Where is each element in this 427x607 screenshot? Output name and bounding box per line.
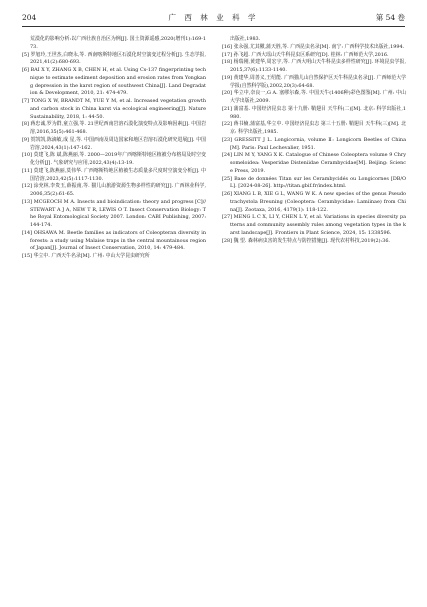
reference-entry: [23] GRESSITT J L. Longicornia, volume Ⅱ: Longicorn Beetles of China[M]. Paris: Paul Lechevalier, 1951. xyxy=(222,136,406,151)
reference-entry: [26] XIANG L B, XIE G L, WANG W K. A new species of the genus Pseudotrachystola Breuning (Coleoptera: Cerambycidae: Lamiinae) from China[J]. Zootaxa, 2016, 4179(1): 118-122. xyxy=(222,191,406,213)
reference-entry: [21] 蒲富基. 中国经济昆虫志 第十九册: 鞘翅目 天牛科(二)[M]. 北京: 科学出版社,1980. xyxy=(222,105,406,120)
reference-entry: [16] 张永强,尤其儆,蒲天胜,等. 广西昆虫名录[M]. 南宁: 广西科学技术出版社,1994. xyxy=(222,43,405,50)
reference-entry: [12] 涂充林,李贵玉,薛振南,等. 猫儿山旅游资源生物多样性的研究[J]. 广西林业科学,2006,35(2):61-65. xyxy=(22,183,206,197)
reference-entry: [18] 杨瑞刚,黄建华,周宏宇,等. 广西大明山天牛科昆虫多样性研究[J]. 环境昆虫学报,2015,37(6):1133-1140. xyxy=(222,59,406,73)
reference-entry: 荒漠化的影响分析:以广西壮族自治区为例[J]. 国土资源遥感,2020(增刊1):169-173. xyxy=(30,36,206,50)
reference-entry: 出版社,1983. xyxy=(230,36,261,42)
reference-entry: [15] 华立中. 广西天牛名录[M]. 广州: 中山大学昆虫研究所 xyxy=(22,253,150,259)
reference-entry: [22] 蒋书楠,蒲富基,华立中. 中国经济昆虫志 第三十五册: 鞘翅目 天牛科(三)[M]. 北京: 科学出版社,1985. xyxy=(222,121,406,135)
reference-entry: [8] 蒋忠诚,罗为群,童立强,等. 21世纪西南岩溶石漠化演变特点及影响因素[J]. 中国岩溶,2016,35(5):461-468. xyxy=(22,121,206,135)
reference-entry: [5] 罗旭玲,王世杰,白晓永,等. 西南喀斯特地区石漠化时空演变过程分析[J]. 生态学报,2021,41(2):680-693. xyxy=(22,51,206,66)
reference-entry: [24] LIN M Y, YANG X K. Catalogue of Chinese Coleoptera volume 9 Chrysomeloidea: Vesperidae Disteniidae Cerambycidae[M]. Beijing: Science Press, 2019. xyxy=(222,152,406,174)
reference-entry: [25] Base de données Titan sur les Cerambycidés ou Longicornes [DB/OL]. [2024-08-26]. http://titan.gbif.fr/index.html. xyxy=(222,175,406,190)
references-right-column xyxy=(222,36,406,245)
journal-title: 广 西 林 业 科 学 xyxy=(168,13,259,22)
reference-entry: [9] 贺凯凯,陈滴敏,成 星,等. 中国西南及周边国家和地区岩溶石漠化研究进展[J]. 中国岩溶,2024,43(1):147-162. xyxy=(22,136,206,151)
reference-entry: [7] TONG X W, BRANDT M, YUE Y M, et al. Increased vegetation growth and carbon stock in China karst via ecological engineering[J]. Nature Sustainability, 2018, 1: 44-50. xyxy=(22,98,206,120)
reference-entry: [19] 黄建华,周善义,王绍能. 广西猫儿山自然保护区天牛科昆虫名录[J]. 广西师范大学学报(自然科学版),2002,20(3):64-68. xyxy=(222,74,406,89)
reference-entry: [27] MENG L C X, LI Y, CHEN L Y, et al. Variations in species diversity patterns and community assembly rules among vegetation types in the karst landscape[J]. Frontiers in Plant Science, 2024, 15: 1338596. xyxy=(222,214,406,236)
page-number: 204 xyxy=(22,13,37,22)
reference-entry: [20] 华立中,奈良一,G A. 塞缪尔森,等. 中国天牛(1406种)彩色图鉴[M]. 广州: 中山大学出版社,2009. xyxy=(222,90,406,104)
reference-entry: [11] 莫建飞,陈燕丽,莫伟华. 广西喀斯特地区植被生态质量多尺度时空演变分析[J]. 中国岩溶,2023,42(5):1117-1130. xyxy=(22,167,206,182)
reference-entry: [10] 莫建飞,陈 斌,陈燕丽,等. 2000—2019年广西喀斯特地区植被分布格局及时空变化分析[J]. 气象研究与应用,2022,43(4):13-19. xyxy=(22,152,206,166)
reference-entry: [14] OHSAWA M. Beetle families as indicators of Coleopteran diversity in forests: a study using Malaise traps in the central mountainous region of Japan[J]. Journal of Insect Conservation, 2010, 14: 479-484. xyxy=(22,229,206,252)
page-header xyxy=(22,10,405,27)
reference-entry: [28] 魏 望. 森林病虫害的发生特点与防控措施[J]. 现代农村科技,2019(2):36. xyxy=(222,237,390,244)
references-left-column xyxy=(22,36,206,261)
volume-label: 第 54 卷 xyxy=(375,13,405,22)
reference-entry: [17] 孙飞超. 广西大瑶山天牛科昆虫区系研究[D]. 桂林: 广西师范大学,2016. xyxy=(222,51,389,58)
reference-entry: [13] MCGEOCH M A. Insects and bioindication: theory and progress [C]// STEWART A J A, NEW T R, LEWIS O T. Insect Conservation Biology: The Royal Entomological Society 2007. London: CABI Publishing, 2007: 144-174. xyxy=(22,198,206,228)
reference-entry: [6] BAI X Y, ZHANG X B, CHEN H, et al. Using Cs-137 fingerprinting technique to estimate sediment deposition and erosion rates from Yongkang depression in the karst region of southwest China[J]. Land Degradation & Development, 2010, 21: 474-479. xyxy=(22,67,206,97)
